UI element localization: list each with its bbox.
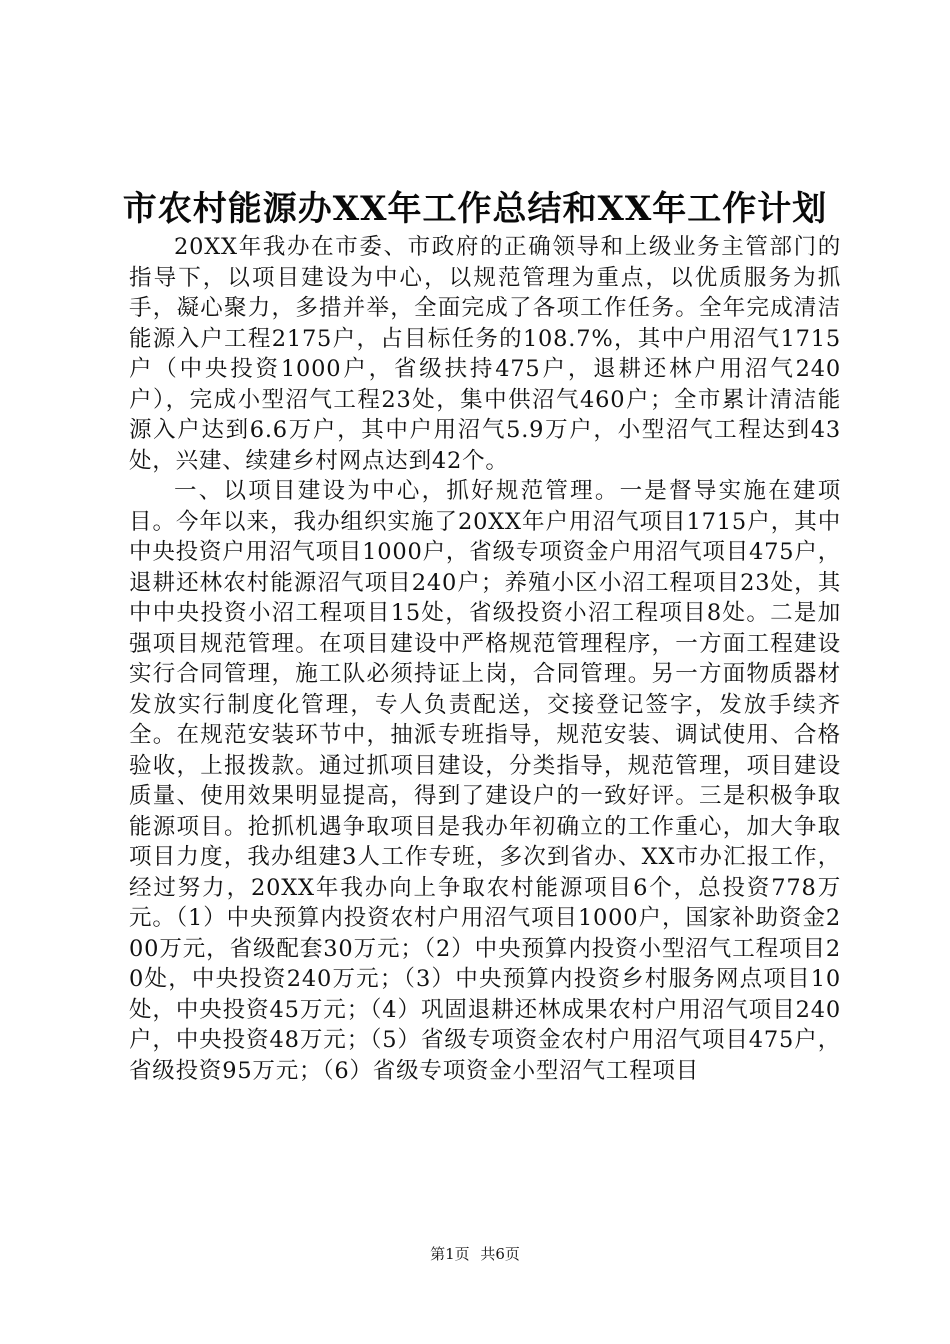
page-number: 第1页: [430, 1245, 470, 1263]
document-body: [129, 232, 841, 1086]
paragraph-intro: 20XX年我办在市委、市政府的正确领导和上级业务主管部门的指导下，以项目建设为中心，以规范管理为重点，以优质服务为抓手，凝心聚力，多措并举，全面完成了各项工作任务。全年完成清洁能源入户工程2175户，占目标任务的108.7%，其中户用沼气1715户（中央投资1000户，省级扶持475户，退耕还林户用沼气240户），完成小型沼气工程23处，集中供沼气460户；全市累计清洁能源入户达到6.6万户，其中户用沼气5.9万户，小型沼气工程达到43处，兴建、续建乡村网点达到42个。: [129, 234, 841, 474]
page-total: 共6页: [480, 1245, 520, 1263]
page-footer: [0, 1244, 950, 1264]
document-title: 市农村能源办XX年工作总结和XX年工作计划: [122, 189, 828, 229]
paragraph-section-one: 一、以项目建设为中心，抓好规范管理。一是督导实施在建项目。今年以来，我办组织实施了20XX年户用沼气项目1715户，其中中央投资户用沼气项目1000户，省级专项资金户用沼气项目475户，退耕还林农村能源沼气项目240户；养殖小区小沼工程项目23处，其中中央投资小沼工程项目15处，省级投资小沼工程项目8处。二是加强项目规范管理。在项目建设中严格规范管理程序，一方面工程建设实行合同管理，施工队必须持证上岗，合同管理。另一方面物质器材发放实行制度化管理，专人负责配送，交接登记签字，发放手续齐全。在规范安装环节中，抽派专班指导，规范安装、调试使用、合格验收，上报拨款。通过抓项目建设，分类指导，规范管理，项目建设质量、使用效果明显提高，得到了建设户的一致好评。三是积极争取能源项目。抢抓机遇争取项目是我办年初确立的工作重心，加大争取项目力度，我办组建3人工作专班，多次到省办、XX市办汇报工作，经过努力，20XX年我办向上争取农村能源项目6个，总投资778万元。（1）中央预算内投资农村户用沼气项目1000户，国家补助资金200万元，省级配套30万元；（2）中央预算内投资小型沼气工程项目20处，中央投资240万元；（3）中央预算内投资乡村服务网点项目10处，中央投资45万元；（4）巩固退耕还林成果农村户用沼气项目240户，中央投资48万元；（5）省级专项资金农村户用沼气项目475户，省级投资95万元；（6）省级专项资金小型沼气工程项目: [129, 478, 841, 1084]
